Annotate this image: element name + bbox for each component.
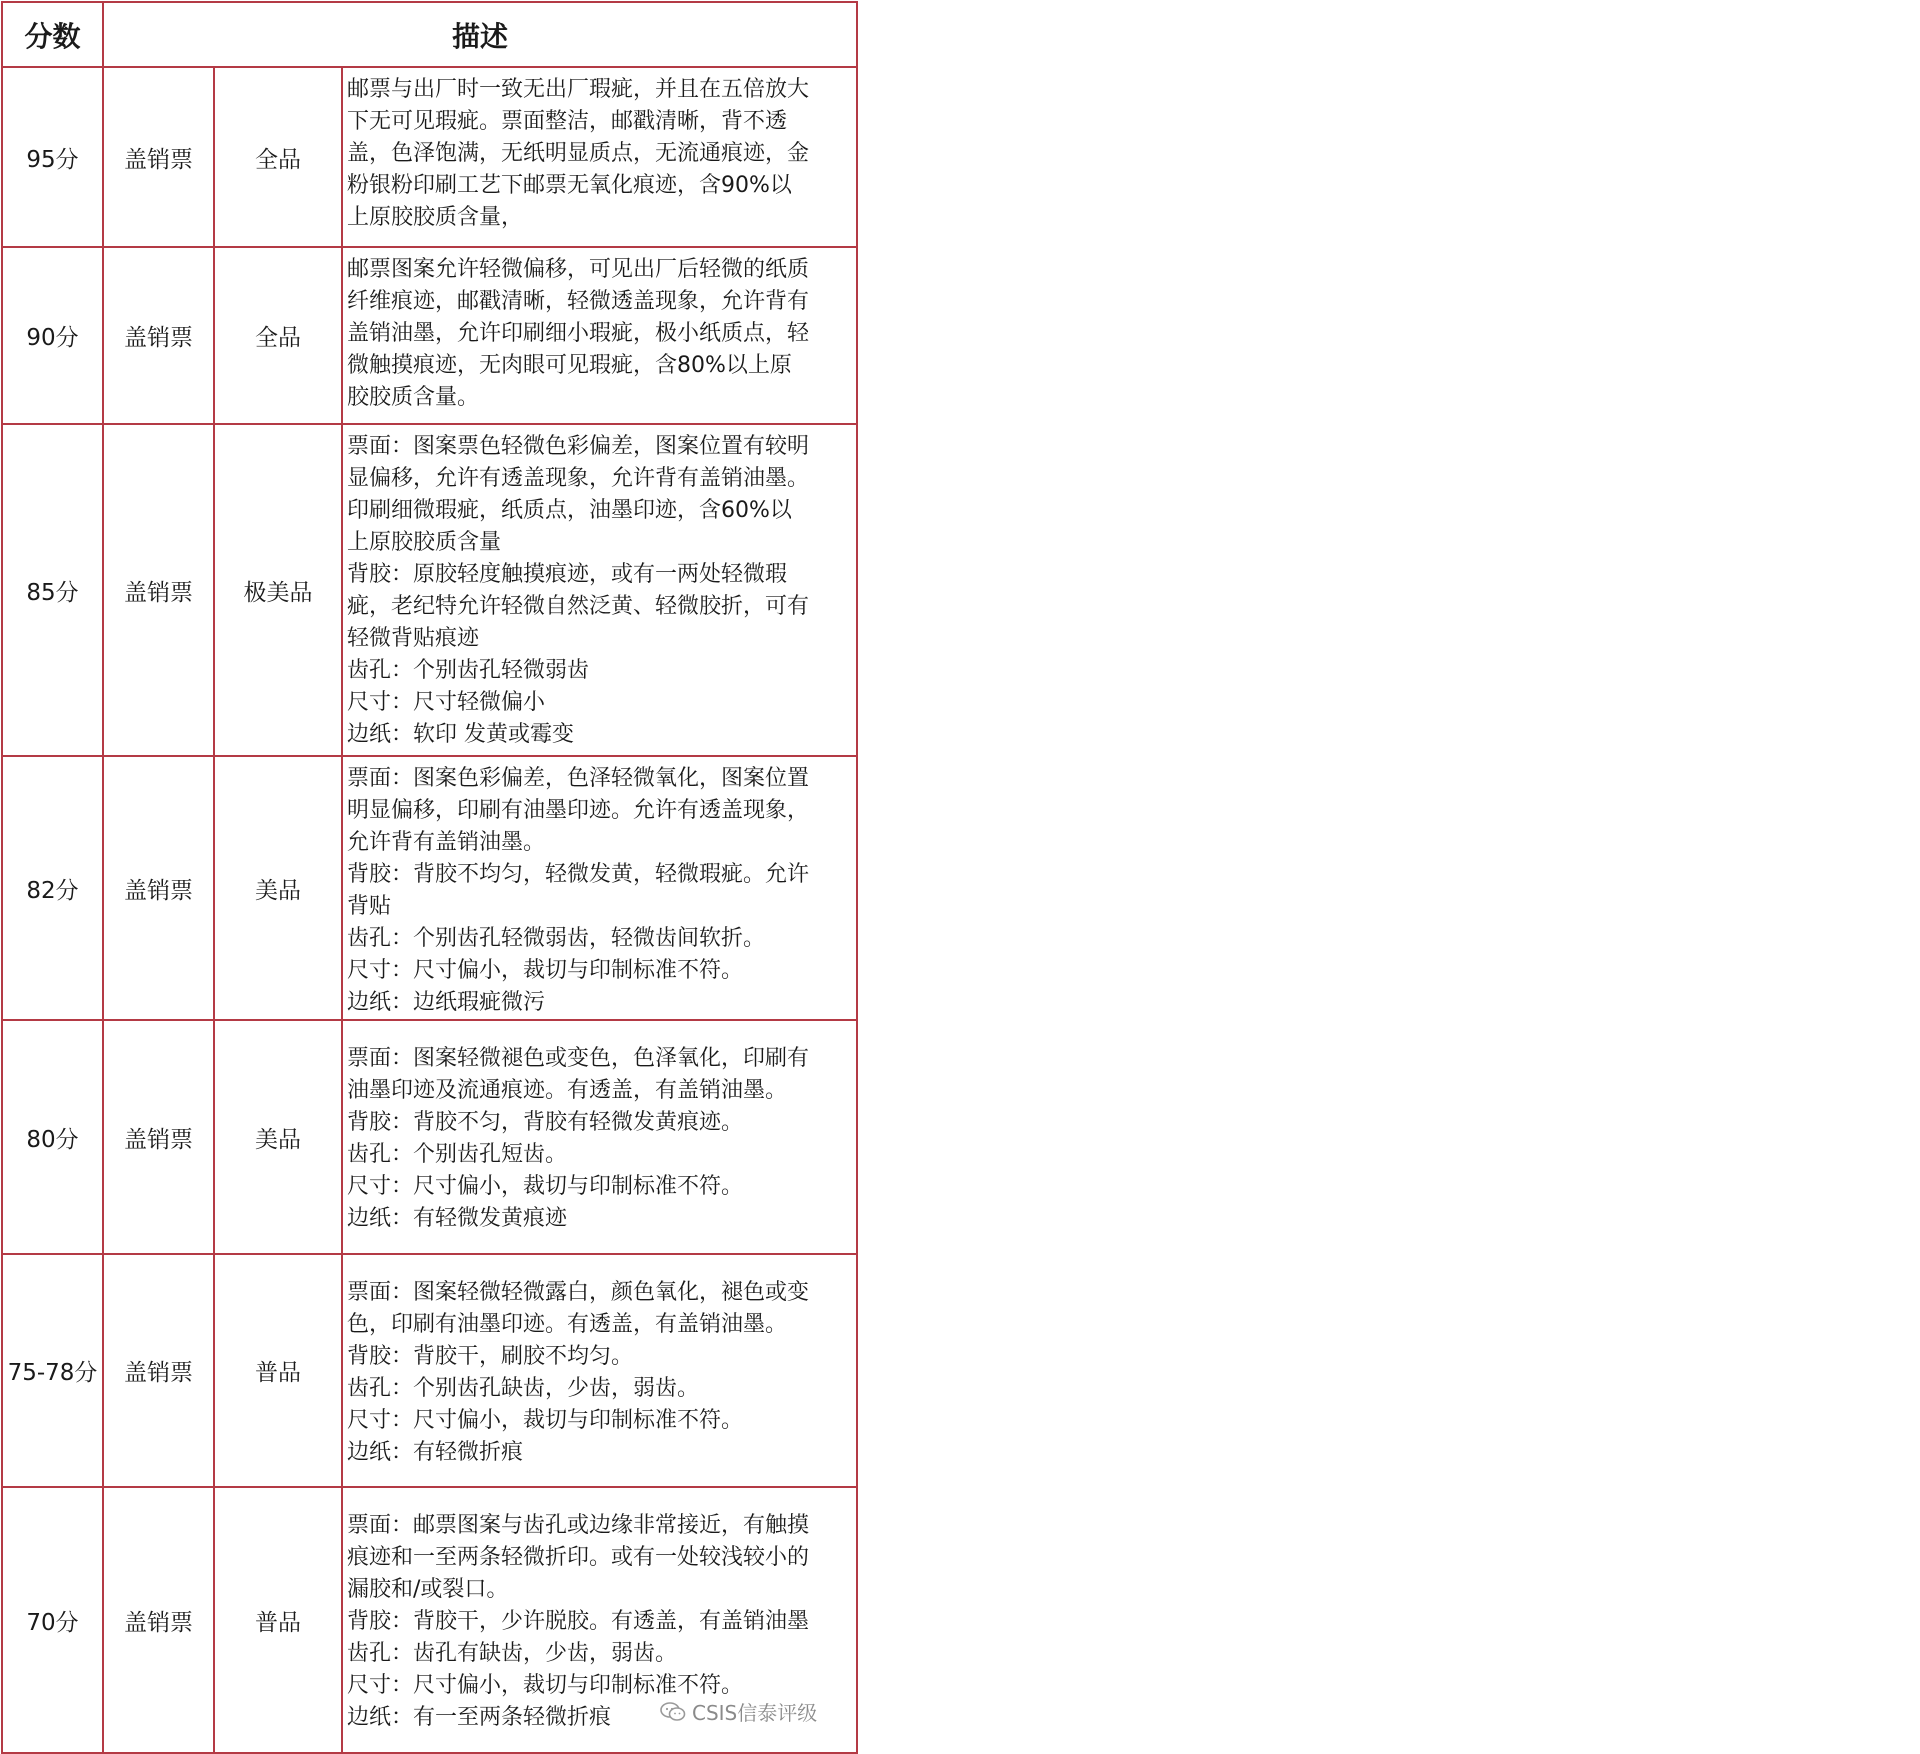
description-line: 上原胶胶质含量， xyxy=(347,205,524,230)
table-row xyxy=(2,247,857,424)
description-line: 显偏移，允许有透盖现象，允许背有盖销油墨。 xyxy=(347,466,810,491)
stamp-type-cell: 盖销票 xyxy=(103,1254,214,1487)
description-line: 粉银粉印刷工艺下邮票无氧化痕迹，含90%以 xyxy=(347,173,792,198)
stamp-type-cell: 盖销票 xyxy=(103,1020,214,1254)
score-cell: 75-78分 xyxy=(2,1254,103,1487)
header-description: 描述 xyxy=(103,2,857,67)
description-line: 下无可见瑕疵。票面整洁，邮戳清晰，背不透 xyxy=(347,109,788,134)
description-line: 背胶：原胶轻度触摸痕迹，或有一两处轻微瑕 xyxy=(347,562,788,587)
description-line: 纤维痕迹，邮戳清晰，轻微透盖现象，允许背有 xyxy=(347,289,810,314)
description-line: 胶胶质含量。 xyxy=(347,385,480,410)
description-line: 边纸：软印 发黄或霉变 xyxy=(347,722,574,747)
score-cell: 82分 xyxy=(2,756,103,1020)
description-cell xyxy=(342,247,857,424)
description-line: 齿孔：个别齿孔缺齿，少齿，弱齿。 xyxy=(347,1376,700,1401)
stamp-type-cell: 盖销票 xyxy=(103,67,214,247)
description-line: 漏胶和/或裂口。 xyxy=(347,1577,509,1602)
description-line: 尺寸：尺寸偏小，裁切与印制标准不符。 xyxy=(347,958,744,983)
table-row xyxy=(2,1020,857,1254)
description-line: 邮票图案允许轻微偏移，可见出厂后轻微的纸质 xyxy=(347,257,810,282)
table-header-row xyxy=(2,2,857,67)
description-line: 背胶：背胶不均匀，轻微发黄，轻微瑕疵。允许 xyxy=(347,862,810,887)
description-line: 边纸：边纸瑕疵微污 xyxy=(347,990,546,1015)
grade-cell: 全品 xyxy=(214,67,342,247)
description-cell xyxy=(342,756,857,1020)
grade-cell: 普品 xyxy=(214,1487,342,1753)
description-cell xyxy=(342,424,857,756)
table-row xyxy=(2,756,857,1020)
description-line: 票面：邮票图案与齿孔或边缘非常接近，有触摸 xyxy=(347,1513,810,1538)
description-line: 上原胶胶质含量 xyxy=(347,530,502,555)
score-cell: 90分 xyxy=(2,247,103,424)
description-line: 允许背有盖销油墨。 xyxy=(347,830,546,855)
grade-cell: 美品 xyxy=(214,756,342,1020)
description-cell xyxy=(342,1020,857,1254)
description-line: 边纸：有轻微发黄痕迹 xyxy=(347,1206,568,1231)
header-score: 分数 xyxy=(2,2,103,67)
watermark xyxy=(660,1697,817,1726)
description-line: 齿孔：齿孔有缺齿，少齿，弱齿。 xyxy=(347,1641,678,1666)
table-body xyxy=(2,67,857,1753)
description-line: 尺寸：尺寸偏小，裁切与印制标准不符。 xyxy=(347,1673,744,1698)
description-text xyxy=(343,68,856,234)
description-line: 票面：图案色彩偏差，色泽轻微氧化，图案位置 xyxy=(347,766,810,791)
description-text xyxy=(343,248,856,414)
stamp-type-cell: 盖销票 xyxy=(103,756,214,1020)
stamp-type-cell: 盖销票 xyxy=(103,247,214,424)
description-line: 微触摸痕迹，无肉眼可见瑕疵，含80%以上原 xyxy=(347,353,792,378)
description-line: 轻微背贴痕迹 xyxy=(347,626,480,651)
description-line: 齿孔：个别齿孔轻微弱齿，轻微齿间软折。 xyxy=(347,926,766,951)
stamp-grading-table xyxy=(1,1,858,1754)
description-line: 印刷细微瑕疵，纸质点，油墨印迹，含60%以 xyxy=(347,498,792,523)
description-text xyxy=(343,1255,856,1469)
score-cell: 70分 xyxy=(2,1487,103,1753)
description-line: 油墨印迹及流通痕迹。有透盖，有盖销油墨。 xyxy=(347,1078,788,1103)
description-line: 票面：图案轻微褪色或变色，色泽氧化，印刷有 xyxy=(347,1046,810,1071)
description-line: 背胶：背胶干，少许脱胶。有透盖，有盖销油墨 xyxy=(347,1609,810,1634)
stamp-type-cell: 盖销票 xyxy=(103,424,214,756)
description-line: 背胶：背胶不匀，背胶有轻微发黄痕迹。 xyxy=(347,1110,744,1135)
description-line: 色，印刷有油墨印迹。有透盖，有盖销油墨。 xyxy=(347,1312,788,1337)
table-row xyxy=(2,424,857,756)
score-cell: 85分 xyxy=(2,424,103,756)
description-line: 边纸：有一至两条轻微折痕 xyxy=(347,1705,612,1730)
description-text xyxy=(343,1021,856,1235)
score-cell: 95分 xyxy=(2,67,103,247)
stamp-type-cell: 盖销票 xyxy=(103,1487,214,1753)
grade-cell: 美品 xyxy=(214,1020,342,1254)
table-row xyxy=(2,67,857,247)
description-line: 尺寸：尺寸偏小，裁切与印制标准不符。 xyxy=(347,1174,744,1199)
description-line: 明显偏移，印刷有油墨印迹。允许有透盖现象， xyxy=(347,798,810,823)
description-line: 齿孔：个别齿孔轻微弱齿 xyxy=(347,658,590,683)
description-text xyxy=(343,757,856,1019)
description-cell xyxy=(342,1254,857,1487)
description-line: 疵，老纪特允许轻微自然泛黄、轻微胶折，可有 xyxy=(347,594,810,619)
description-line: 尺寸：尺寸偏小，裁切与印制标准不符。 xyxy=(347,1408,744,1433)
description-line: 痕迹和一至两条轻微折印。或有一处较浅较小的 xyxy=(347,1545,810,1570)
description-line: 齿孔：个别齿孔短齿。 xyxy=(347,1142,568,1167)
grade-cell: 普品 xyxy=(214,1254,342,1487)
description-line: 盖销油墨，允许印刷细小瑕疵，极小纸质点，轻 xyxy=(347,321,810,346)
table-row xyxy=(2,1254,857,1487)
grade-cell: 全品 xyxy=(214,247,342,424)
description-line: 票面：图案轻微轻微露白，颜色氧化，褪色或变 xyxy=(347,1280,810,1305)
description-line: 票面：图案票色轻微色彩偏差，图案位置有较明 xyxy=(347,434,810,459)
wechat-icon xyxy=(660,1702,686,1722)
score-cell: 80分 xyxy=(2,1020,103,1254)
description-cell xyxy=(342,67,857,247)
description-line: 尺寸：尺寸轻微偏小 xyxy=(347,690,546,715)
description-text xyxy=(343,425,856,751)
description-line: 邮票与出厂时一致无出厂瑕疵，并且在五倍放大 xyxy=(347,77,810,102)
grade-cell: 极美品 xyxy=(214,424,342,756)
description-line: 背贴 xyxy=(347,894,392,919)
watermark-text: CSIS信泰评级 xyxy=(692,1701,818,1725)
description-line: 背胶：背胶干，刷胶不均匀。 xyxy=(347,1344,634,1369)
description-line: 盖，色泽饱满，无纸明显质点，无流通痕迹，金 xyxy=(347,141,810,166)
description-line: 边纸：有轻微折痕 xyxy=(347,1440,524,1465)
